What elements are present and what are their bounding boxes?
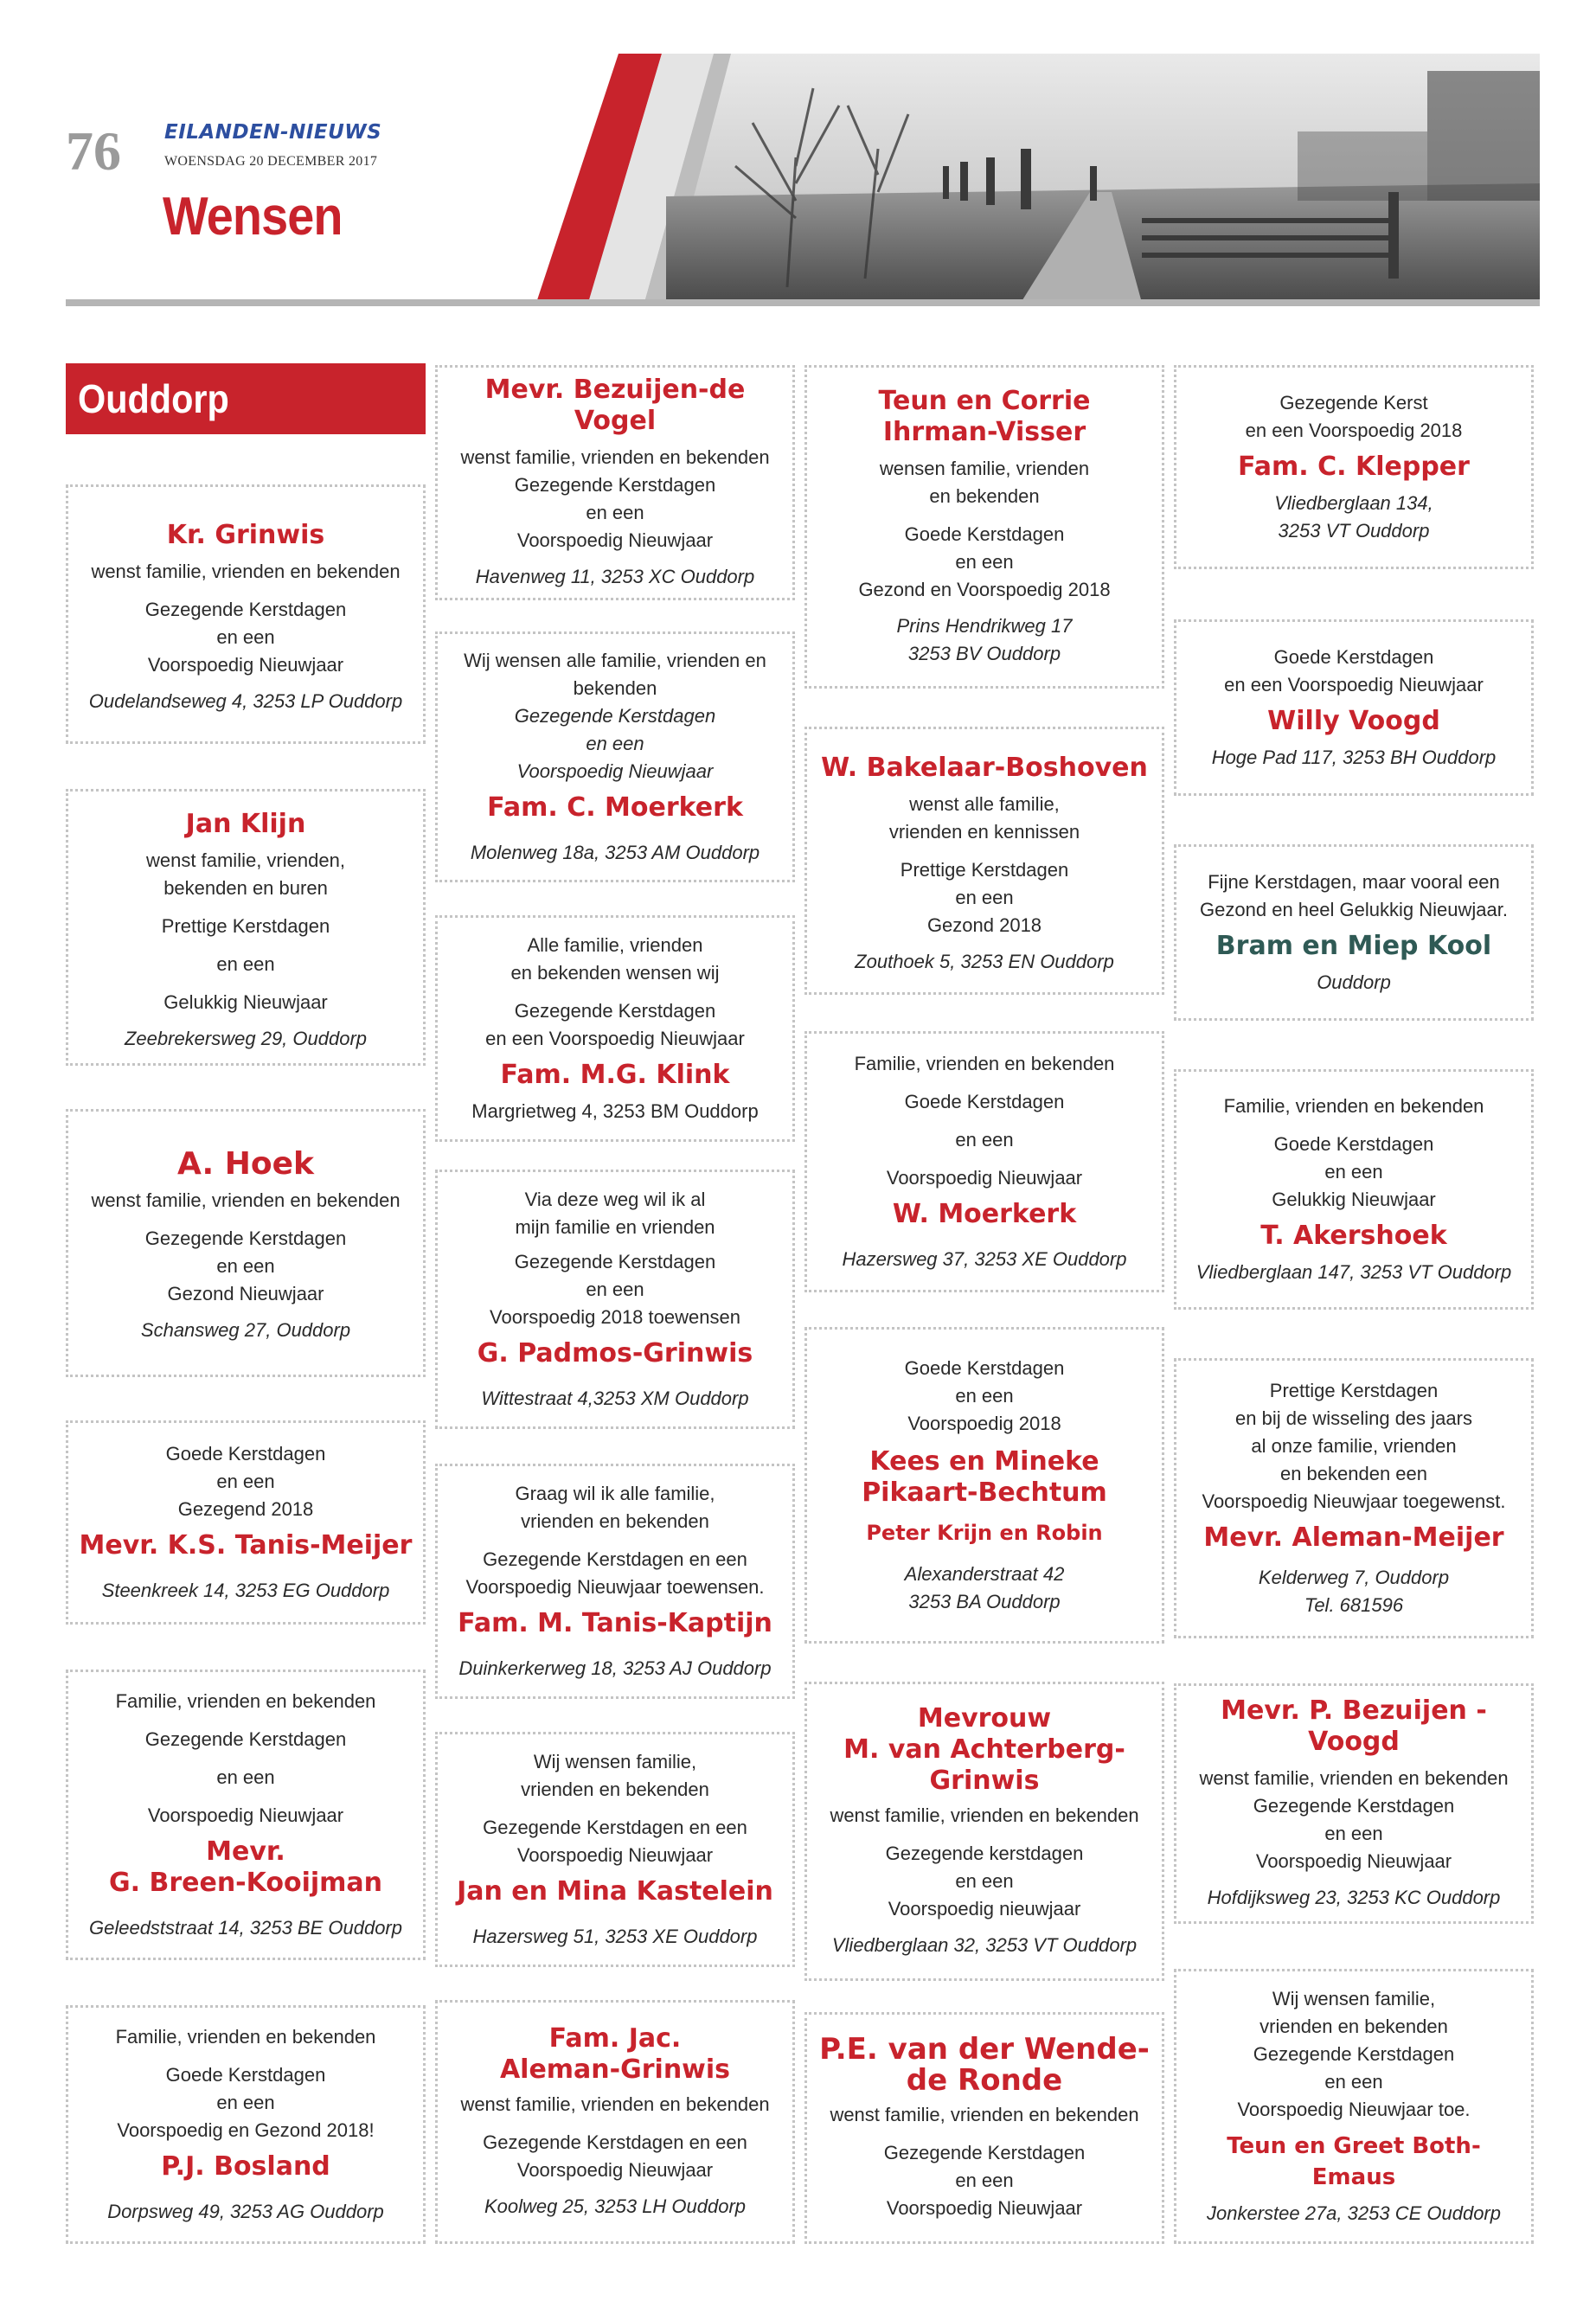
ad-text: Goede Kerstdagen [1273,646,1434,668]
ad-name: G. Breen-Kooijman [109,1868,382,1898]
ad-address: Zouthoek 5, 3253 EN Ouddorp [855,951,1114,972]
ad-text: en een [216,1766,275,1788]
ad-address: Jonkerstee 27a, 3253 CE Ouddorp [1206,2202,1501,2224]
ad-text: wenst familie, vrienden en bekenden [91,561,401,582]
ad-address: Vliedberglaan 32, 3253 VT Ouddorp [831,1934,1138,1956]
ad-address: Molenweg 18a, 3253 AM Ouddorp [470,842,760,863]
ad-name: Fam. M.G. Klink [500,1060,730,1090]
greeting-ad [1174,1683,1534,1924]
ad-address: Geleedststraat 14, 3253 BE Ouddorp [88,1917,402,1939]
ad-text: Goede Kerstdagen [165,2064,326,2086]
ad-text: Prettige Kerstdagen [900,859,1069,881]
ad-name: Mevr. P. Bezuijen -Voogd [1221,1695,1487,1757]
greeting-ad [66,1670,426,1960]
ad-text: wenst familie, vrienden en bekenden [830,1804,1139,1826]
column-heading: Ouddorp [66,363,426,434]
greeting-ad [804,365,1164,689]
ad-text: al onze familie, vrienden [1251,1435,1457,1457]
ad-name: G. Padmos-Grinwis [477,1338,753,1368]
ad-text: wenst familie, vrienden en bekenden [460,2093,770,2115]
ad-text: en een [1324,2071,1383,2093]
ad-text: Voorspoedig Nieuwjaar [147,654,344,676]
ad-text: bekenden en buren [163,877,328,899]
ad-text: Gezegende Kerstdagen [514,474,716,496]
ad-name: de Ronde [906,2063,1063,2098]
greeting-ad [1174,844,1534,1021]
ad-name: Kees en Mineke [869,1446,1099,1477]
page-number: 76 [66,120,121,182]
ad-text: Fijne Kerstdagen, maar vooral een [1208,871,1500,893]
ad-name: A. Hoek [177,1146,314,1182]
ad-name: Fam. C. Klepper [1238,452,1470,482]
ad-name: Pikaart-Bechtum [862,1477,1107,1508]
ad-text: Gezegende Kerstdagen en een [483,2131,747,2153]
ad-text: Voorspoedig Nieuwjaar toewensen. [465,1576,765,1598]
ad-text: Goede Kerstdagen [1273,1133,1434,1155]
ad-text: Alle familie, vrienden [527,934,703,956]
ad-text: Gezegende Kerstdagen en een [483,1817,747,1838]
ad-text: Voorspoedig Nieuwjaar toegewenst. [1202,1490,1506,1512]
ad-text: Voorspoedig nieuwjaar [888,1898,1081,1920]
ad-text: en een [586,502,644,523]
ad-text: en een [216,1471,275,1492]
ad-name: Bram en Miep Kool [1215,931,1492,961]
ad-address: Hazersweg 37, 3253 XE Ouddorp [842,1248,1127,1270]
ad-text: en een [216,1255,275,1277]
ad-name: Fam. C. Moerkerk [487,792,743,823]
ad-text: vrienden en bekenden [521,1779,709,1800]
ad-text: Gezegende Kerstdagen [514,1251,716,1272]
ad-text: Gezegende Kerstdagen [144,599,347,620]
ad-text: Gezegende Kerstdagen en een [483,1548,747,1570]
ad-text: Gezegende Kerstdagen [1253,2043,1455,2065]
greeting-ad [435,1732,795,1967]
ad-text: Gezegende Kerstdagen [144,1728,347,1750]
greeting-ad [804,1327,1164,1644]
ad-text: Voorspoedig en Gezond 2018! [117,2119,375,2141]
ad-text: wensen familie, vrienden [879,458,1090,479]
ad-address: Koolweg 25, 3253 LH Ouddorp [484,2195,747,2217]
greeting-ad [804,1031,1164,1292]
ad-text: en een [1324,1823,1383,1844]
ad-address: Ouddorp [1317,971,1391,993]
ad-text: wenst alle familie, [909,793,1060,815]
greeting-ad [1174,1969,1534,2244]
ad-text: Familie, vrienden en bekenden [1223,1095,1484,1117]
ad-text: Prettige Kerstdagen [161,915,330,937]
ad-address: Wittestraat 4,3253 XM Ouddorp [481,1388,749,1409]
ad-text: en een [955,1385,1014,1407]
ad-name: Kr. Grinwis [166,520,325,550]
ad-text: Goede Kerstdagen [904,523,1065,545]
ad-text: wenst familie, vrienden, [146,849,345,871]
ad-address: Prins Hendrikweg 17 [896,615,1073,637]
greeting-ad [66,1420,426,1625]
ad-name: Fam. Jac. [548,2023,682,2054]
ad-text: Gezond Nieuwjaar [167,1283,324,1304]
greeting-ad [435,915,795,1142]
ad-text: Voorspoedig 2018 toewensen [490,1306,740,1328]
ad-text: en een Voorspoedig 2018 [1245,420,1463,441]
ad-text: Via deze weg wil ik al [524,1189,706,1210]
ad-name: P.E. van der Wende- [819,2032,1150,2067]
ad-address: Hazersweg 51, 3253 XE Ouddorp [472,1926,758,1947]
ad-text: en een [955,1129,1014,1150]
ad-text: Gezegende Kerstdagen [883,2142,1086,2163]
ad-text: Familie, vrienden en bekenden [115,1690,376,1712]
ad-text: Voorspoedig Nieuwjaar [516,760,714,782]
ad-text: Voorspoedig Nieuwjaar [516,529,714,551]
greeting-ad [804,2012,1164,2244]
ad-address: Tel. 681596 [1304,1594,1404,1616]
greeting-ad [435,365,795,600]
ad-text: Wij wensen familie, [533,1751,697,1772]
ad-name: M. van Achterberg- [843,1734,1125,1765]
ad-address: Oudelandseweg 4, 3253 LP Ouddorp [88,690,403,712]
ad-text: en bij de wisseling des jaars [1235,1407,1472,1429]
ad-text: en een [586,1279,644,1300]
greeting-ad [66,1109,426,1377]
publication-date: WOENSDAG 20 DECEMBER 2017 [164,154,378,169]
ad-text: Gezegend 2018 [177,1498,314,1520]
ad-text: en een [955,551,1014,573]
ad-address: Havenweg 11, 3253 XC Ouddorp [475,566,755,587]
ad-text: wenst familie, vrienden en bekenden [1199,1767,1509,1789]
ad-name: W. Moerkerk [892,1199,1077,1229]
greeting-ad [1174,1358,1534,1638]
ad-address: Hoge Pad 117, 3253 BH Ouddorp [1211,747,1497,768]
greeting-ad [1174,1069,1534,1310]
ad-name: Mevr. [206,1836,285,1867]
ad-name: Teun en Corrie [878,386,1091,416]
ad-text: Gelukkig Nieuwjaar [163,991,328,1013]
ad-text: Prettige Kerstdagen [1269,1380,1439,1401]
ad-text: en een [955,2170,1014,2191]
ad-name: Aleman-Grinwis [499,2054,731,2085]
ad-subname: Peter Krijn en Robin [866,1521,1103,1545]
ad-text: en een [1324,1161,1383,1183]
ad-name: W. Bakelaar-Boshoven [821,753,1148,783]
publication-name: EILANDEN-NIEUWS [164,121,382,144]
greeting-ad [435,1464,795,1699]
ad-text: en een [216,626,275,648]
ad-name: Teun en Greet Both-Emaus [1227,2133,1481,2190]
ad-text: Voorspoedig Nieuwjaar [516,2159,714,2181]
ad-text: en een [216,953,275,975]
greeting-ad [66,484,426,744]
ad-name: Jan Klijn [185,809,306,839]
ad-name: T. Akershoek [1260,1221,1447,1251]
ad-address: Margrietweg 4, 3253 BM Ouddorp [471,1100,759,1122]
ad-text: wenst familie, vrienden en bekenden [830,2104,1139,2125]
ad-text: Wij wensen familie, [1272,1988,1436,2009]
ad-text: en een Voorspoedig Nieuwjaar [1224,674,1484,695]
ad-text: Voorspoedig Nieuwjaar toe. [1237,2099,1471,2120]
greeting-ad [435,1170,795,1429]
ad-text: en een [586,733,644,754]
ad-text: Voorspoedig Nieuwjaar [886,1167,1083,1189]
ad-address: Kelderweg 7, Ouddorp [1258,1567,1450,1588]
ad-text: Voorspoedig Nieuwjaar [886,2197,1083,2219]
ad-text: Voorspoedig Nieuwjaar [147,1804,344,1826]
ad-name: Jan en Mina Kastelein [457,1876,773,1907]
ad-text: Familie, vrienden en bekenden [854,1053,1115,1074]
ad-text: bekenden [573,677,657,699]
greeting-ad [435,2000,795,2244]
ad-text: wenst familie, vrienden en bekenden [460,446,770,468]
ad-name: Mevr. Aleman-Meijer [1203,1522,1504,1553]
ad-text: en bekenden een [1279,1463,1428,1484]
ad-text: Gezond en Voorspoedig 2018 [858,579,1111,600]
ad-text: Gezegende Kerstdagen [514,705,716,727]
greeting-ad [804,727,1164,995]
greeting-ad [66,789,426,1066]
ad-address: Schansweg 27, Ouddorp [140,1319,351,1341]
ad-name: Ihrman-Visser [882,417,1086,447]
greeting-ad [1174,365,1534,569]
ad-name: Mevrouw [917,1703,1052,1734]
ad-text: Voorspoedig Nieuwjaar [1255,1850,1452,1872]
section-title: Wensen [163,187,343,247]
ad-text: Wij wensen alle familie, vrienden en [464,650,766,671]
ad-text: Gelukkig Nieuwjaar [1272,1189,1436,1210]
ad-address: 3253 VT Ouddorp [1278,520,1430,542]
ad-address: Steenkreek 14, 3253 EG Ouddorp [101,1580,390,1601]
ad-name: Mevr. K.S. Tanis-Meijer [79,1530,413,1561]
ad-text: Voorspoedig Nieuwjaar [516,1844,714,1866]
ad-address: 3253 BA Ouddorp [908,1591,1061,1612]
ad-name: Fam. M. Tanis-Kaptijn [458,1608,772,1638]
ad-text: Voorspoedig 2018 [907,1413,1061,1434]
ad-text: Goede Kerstdagen [165,1443,326,1465]
ad-text: mijn familie en vrienden [515,1216,715,1238]
ad-address: Zeebrekersweg 29, Ouddorp [124,1028,368,1049]
ad-address: Duinkerkerweg 18, 3253 AJ Ouddorp [458,1657,772,1679]
ad-text: en bekenden wensen wij [510,962,720,984]
greeting-ad [1174,619,1534,796]
header-rule [66,299,1540,306]
ad-text: vrienden en kennissen [888,821,1080,843]
ad-text: en een Voorspoedig Nieuwjaar [485,1028,745,1049]
ad-text: Gezegende Kerst [1279,392,1428,413]
ad-text: Gezegende Kerstdagen [144,1227,347,1249]
ad-address: Vliedberglaan 134, [1274,492,1433,514]
ad-name: P.J. Bosland [161,2151,330,2182]
ad-address: Vliedberglaan 147, 3253 VT Ouddorp [1195,1261,1512,1283]
winter-landscape-banner [536,54,1540,303]
ad-text: Goede Kerstdagen [904,1357,1065,1379]
ad-text: Gezegende Kerstdagen [1253,1795,1455,1817]
ad-name: Mevr. Bezuijen-de Vogel [484,375,746,436]
greeting-ad [66,2005,426,2244]
ad-text: Graag wil ik alle familie, [515,1483,715,1504]
ad-text: Familie, vrienden en bekenden [115,2026,376,2048]
ad-text: Gezond en heel Gelukkig Nieuwjaar. [1200,899,1508,920]
ad-text: en een [955,887,1014,908]
ad-text: en een [955,1870,1014,1892]
ad-address: Alexanderstraat 42 [904,1563,1065,1585]
ad-text: vrienden en bekenden [521,1510,709,1532]
ad-address: 3253 BV Ouddorp [907,643,1061,664]
ad-text: wenst familie, vrienden en bekenden [91,1189,401,1211]
ad-text: Gezegende kerstdagen [885,1843,1084,1864]
ad-text: en een [216,2092,275,2113]
greeting-ad [435,631,795,882]
ad-name: Grinwis [929,1766,1040,1796]
ad-text: en bekenden [929,485,1040,507]
ad-text: vrienden en bekenden [1259,2016,1448,2037]
ad-address: Dorpsweg 49, 3253 AG Ouddorp [107,2201,384,2222]
greeting-ad [804,1682,1164,1981]
ad-text: Gezond 2018 [926,914,1042,936]
ad-text: Gezegende Kerstdagen [514,1000,716,1022]
ad-text: Goede Kerstdagen [904,1091,1065,1112]
ad-address: Hofdijksweg 23, 3253 KC Ouddorp [1207,1887,1501,1908]
ad-name: Willy Voogd [1267,706,1440,736]
